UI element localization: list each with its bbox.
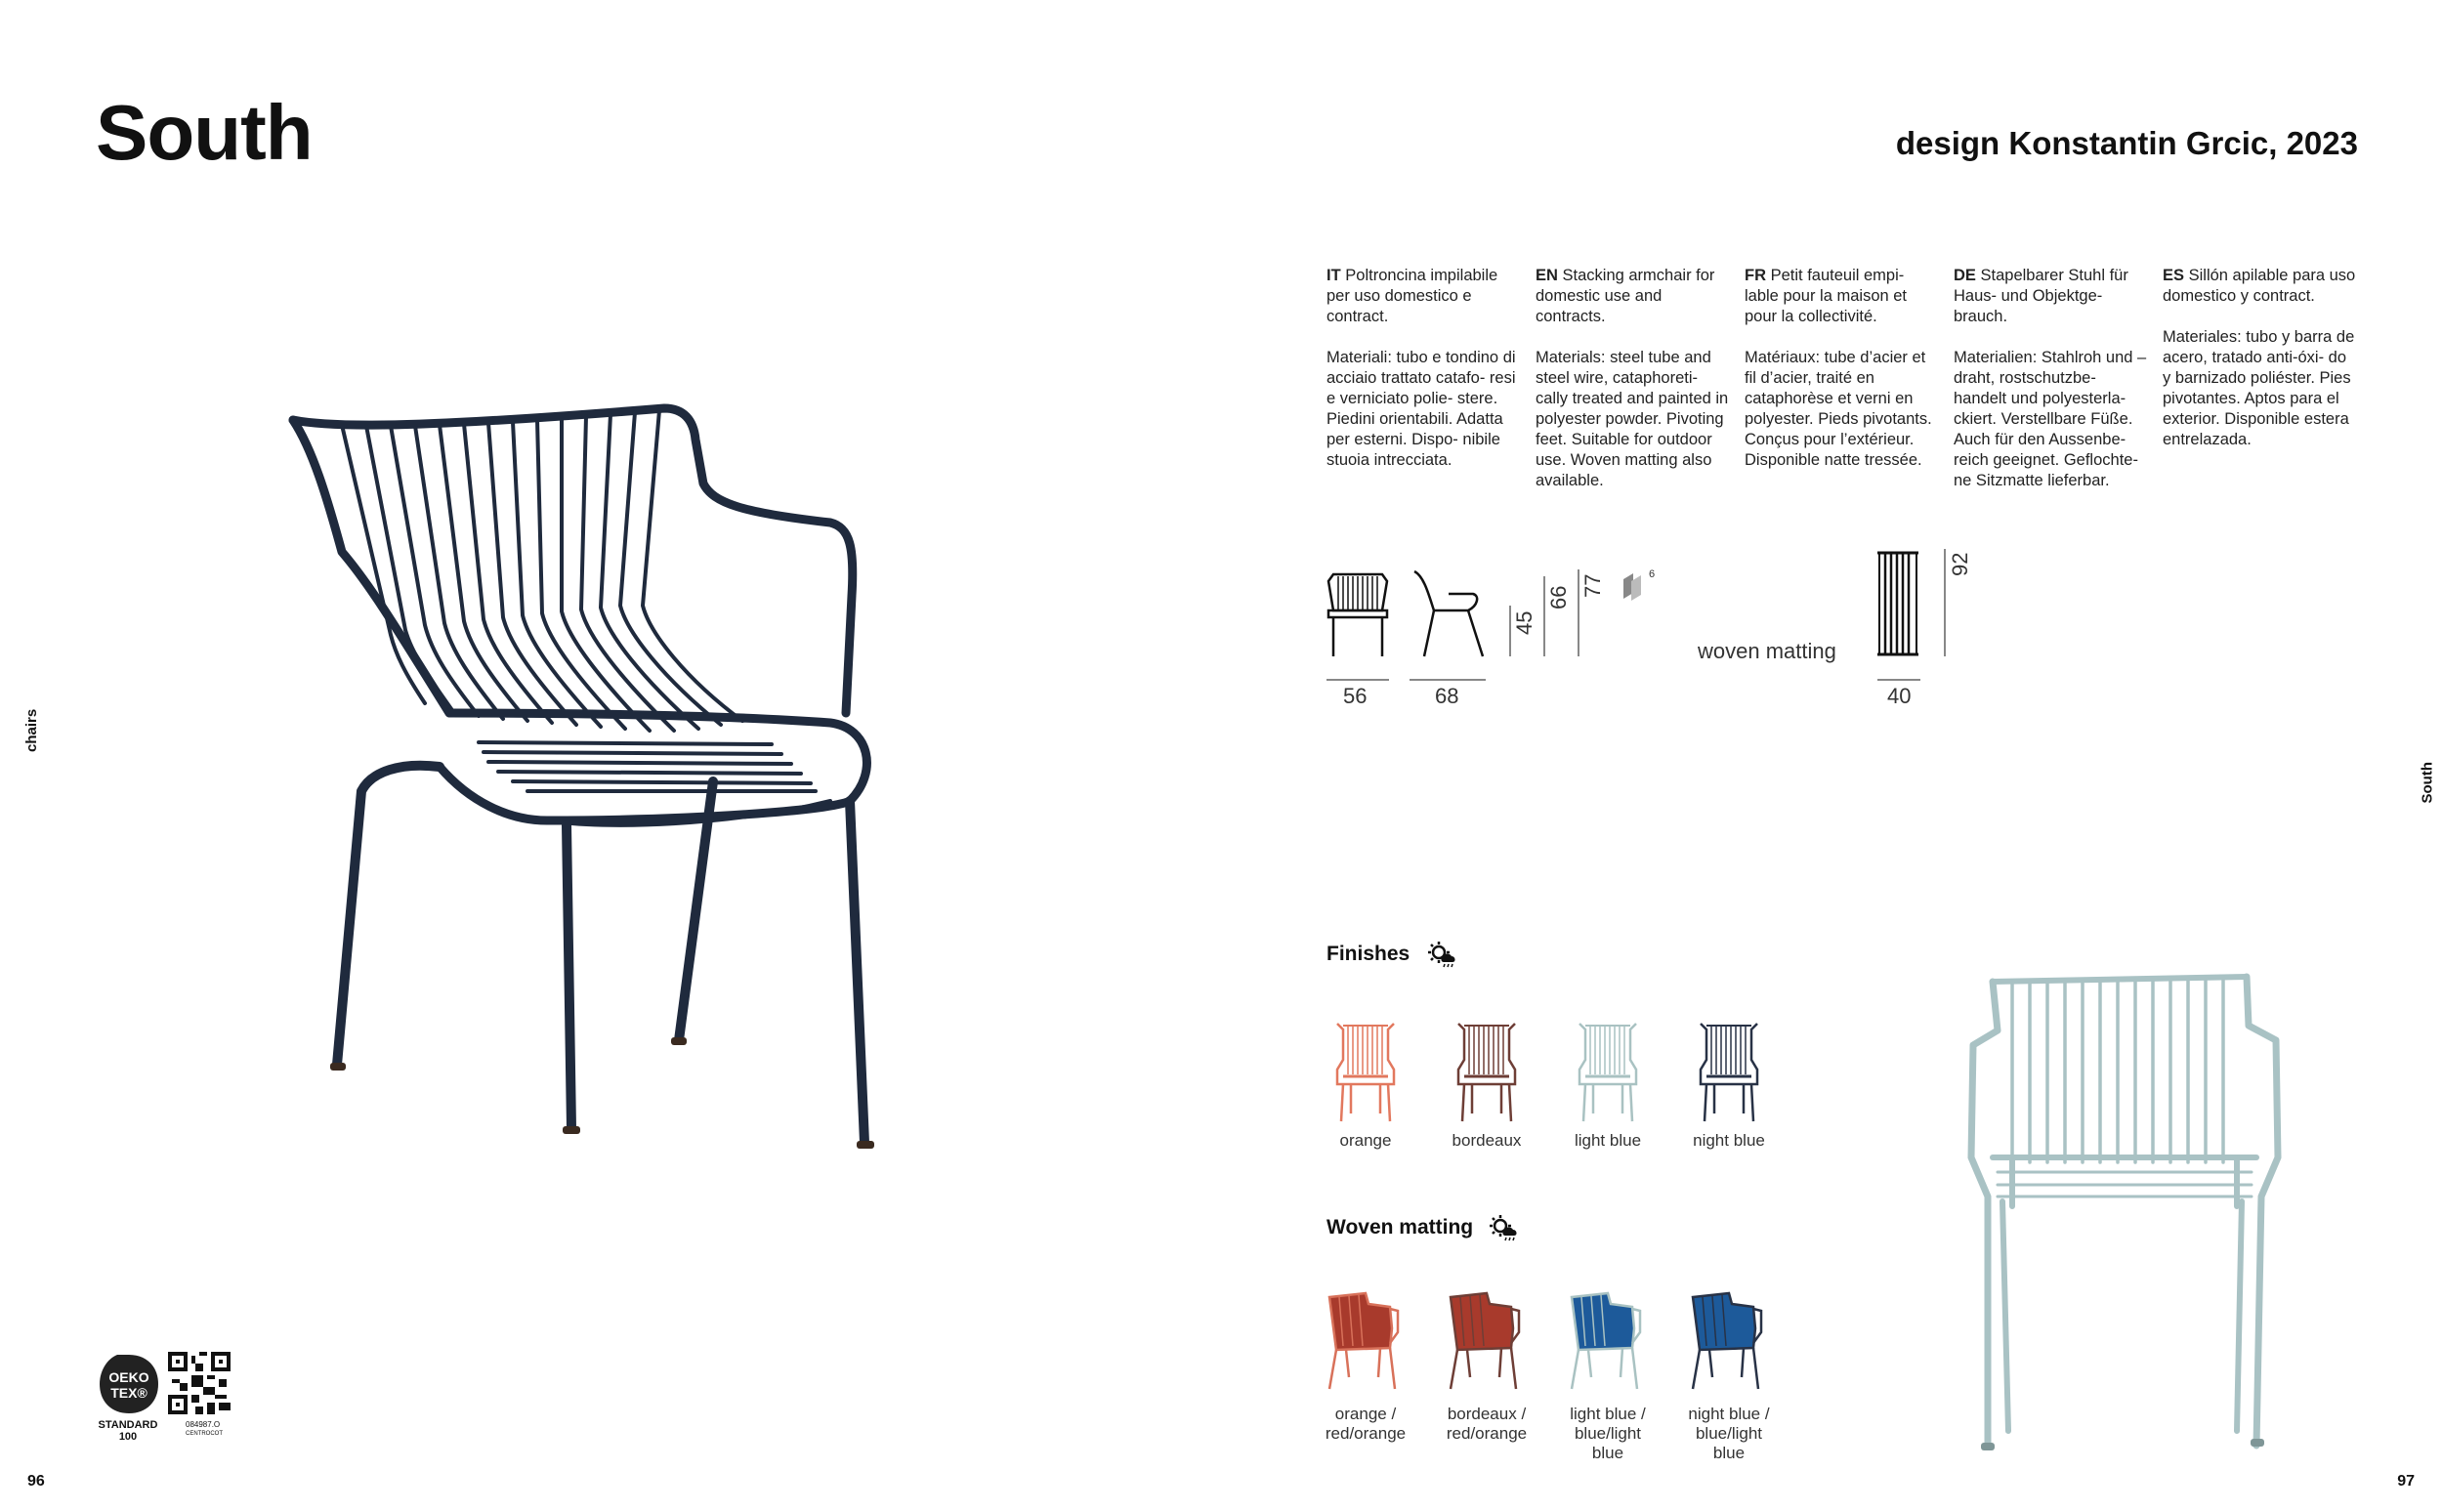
oeko-standard-number: 100 [118,1431,138,1443]
finish-swatch-light-blue[interactable] [1559,1016,1657,1151]
light-blue-chair-image [1954,962,2295,1450]
chair-swatch-icon [1331,1016,1400,1123]
language-code: ES [2163,267,2185,284]
woven-swatch-bordeaux[interactable] [1438,1289,1536,1444]
outdoor-weather-icon [1428,941,1457,968]
chair-side-view-icon [1410,567,1488,659]
side-label-left: chairs [23,708,40,752]
description-it [1326,266,1522,491]
qr-code-icon [168,1352,231,1414]
seat-height-dimension-line [1509,606,1511,656]
chair-swatch-icon [1453,1016,1521,1123]
woven-matting-label: woven matting [1698,639,1836,663]
language-code: IT [1326,267,1341,284]
description-intro: Stapelbarer Stuhl für Haus- und Objektge- brauch. [1954,267,2128,325]
page-title: South [96,89,313,176]
page-number-right: 97 [2397,1473,2415,1490]
oeko-standard [94,1419,162,1443]
woven-swatch-light-blue[interactable] [1559,1289,1657,1463]
arm-height-dimension-line [1543,576,1545,656]
mat-width-dimension-line [1877,679,1920,681]
depth-dimension: 68 [1435,684,1459,708]
description-de [1954,266,2149,512]
oeko-tex-logo [98,1353,160,1415]
woven-label-line2: red/orange [1325,1424,1407,1443]
chair-swatch-icon [1695,1016,1763,1123]
finish-swatch-bordeaux[interactable] [1438,1016,1536,1151]
language-code: FR [1745,267,1766,284]
description-body: Materialien: Stahlroh und – draht, rostschutzbe- handelt und polyesterla- ckiert. Verstellbare Füße. Auch für den Aussenbe- reich geeignet. Geflochte- ne Sitzmatte lieferbar. [1954,349,2147,489]
woven-chair-swatch-icon [1443,1289,1531,1397]
woven-matting-title: Woven matting [1326,1216,1474,1239]
oeko-standard-label: STANDARD [98,1419,158,1431]
finish-label: light blue [1574,1131,1642,1150]
oeko-line1: OEKO [108,1369,149,1385]
mat-length-dimension: 92 [1948,552,1972,576]
certification-code: 084987.O [186,1420,221,1429]
woven-mat-icon [1875,547,1920,660]
woven-swatch-orange[interactable] [1317,1289,1414,1444]
woven-chair-swatch-icon [1322,1289,1410,1397]
description-intro: Stacking armchair for domestic use and contracts. [1536,267,1715,325]
finishes-title: Finishes [1326,943,1410,965]
finish-label: bordeaux [1452,1131,1522,1150]
finish-swatch-orange[interactable] [1317,1016,1414,1151]
description-body: Materiali: tubo e tondino di acciaio trattato catafo- resi e verniciato polie- stere. Piedini orientabili. Adatta per esterni. Dispo- nibile stuoia intrecciata. [1326,349,1516,469]
finish-label: orange [1339,1131,1392,1150]
woven-label-line1: orange / [1334,1405,1397,1423]
finish-swatch-night-blue[interactable] [1680,1016,1778,1151]
woven-swatch-night-blue[interactable] [1680,1289,1778,1463]
certification-institute: CENTROCOT [186,1431,223,1437]
language-code: DE [1954,267,1976,284]
woven-label-line1: night blue / [1688,1405,1770,1423]
language-code: EN [1536,267,1558,284]
arm-height-dimension: 66 [1546,585,1571,609]
woven-label-line1: bordeaux / [1447,1405,1527,1423]
description-en [1536,266,1731,512]
side-label-right: South [2419,762,2435,804]
height-dimension-line [1578,569,1579,656]
height-dimension: 77 [1580,573,1605,598]
woven-label-line2: blue/light blue [1574,1424,1642,1462]
description-es [2163,266,2358,471]
mat-length-dimension-line [1944,549,1946,656]
outdoor-weather-icon [1490,1214,1519,1241]
description-intro: Poltroncina impilabile per uso domestico e contract. [1326,267,1498,325]
woven-chair-swatch-icon [1685,1289,1773,1397]
seat-height-dimension: 45 [1512,610,1537,635]
width-dimension: 56 [1343,684,1368,708]
designer-credit: design Konstantin Grcic, 2023 [1895,125,2358,161]
description-intro: Sillón apilable para uso domestico y contract. [2163,267,2356,305]
finish-label: night blue [1693,1131,1765,1150]
description-fr [1745,266,1940,491]
woven-label-line2: red/orange [1446,1424,1528,1443]
depth-dimension-line [1410,679,1486,681]
stack-icon [1621,571,1647,601]
stack-count: 6 [1649,568,1656,580]
description-body: Materials: steel tube and steel wire, cataphoreti- cally treated and painted in polyester powder. Pivoting feet. Suitable for outdoor use. Woven matting also available. [1536,349,1729,489]
woven-label-line2: blue/light blue [1695,1424,1763,1462]
woven-label-line1: light blue / [1570,1405,1646,1423]
woven-chair-swatch-icon [1564,1289,1652,1397]
chair-swatch-icon [1574,1016,1642,1123]
description-body: Matériaux: tube d’acier et fil d’acier, traité en cataphorèse et verni en polyester. Pieds pivotants. Conçus pour l’extérieur. Disponible natte tressée. [1745,349,1932,469]
width-dimension-line [1326,679,1389,681]
description-body: Materiales: tubo y barra de acero, tratado anti-óxi- do y barnizado poliéster. Pies pivotantes. Aptos para el exterior. Disponible estera entrelazada. [2163,328,2355,448]
description-intro: Petit fauteuil empi- lable pour la maison et pour la collectivité. [1745,267,1908,325]
oeko-line2: TEX® [110,1385,147,1401]
mat-width-dimension: 40 [1887,684,1912,708]
page-number-left: 96 [27,1473,45,1490]
main-chair-image [283,391,967,1201]
